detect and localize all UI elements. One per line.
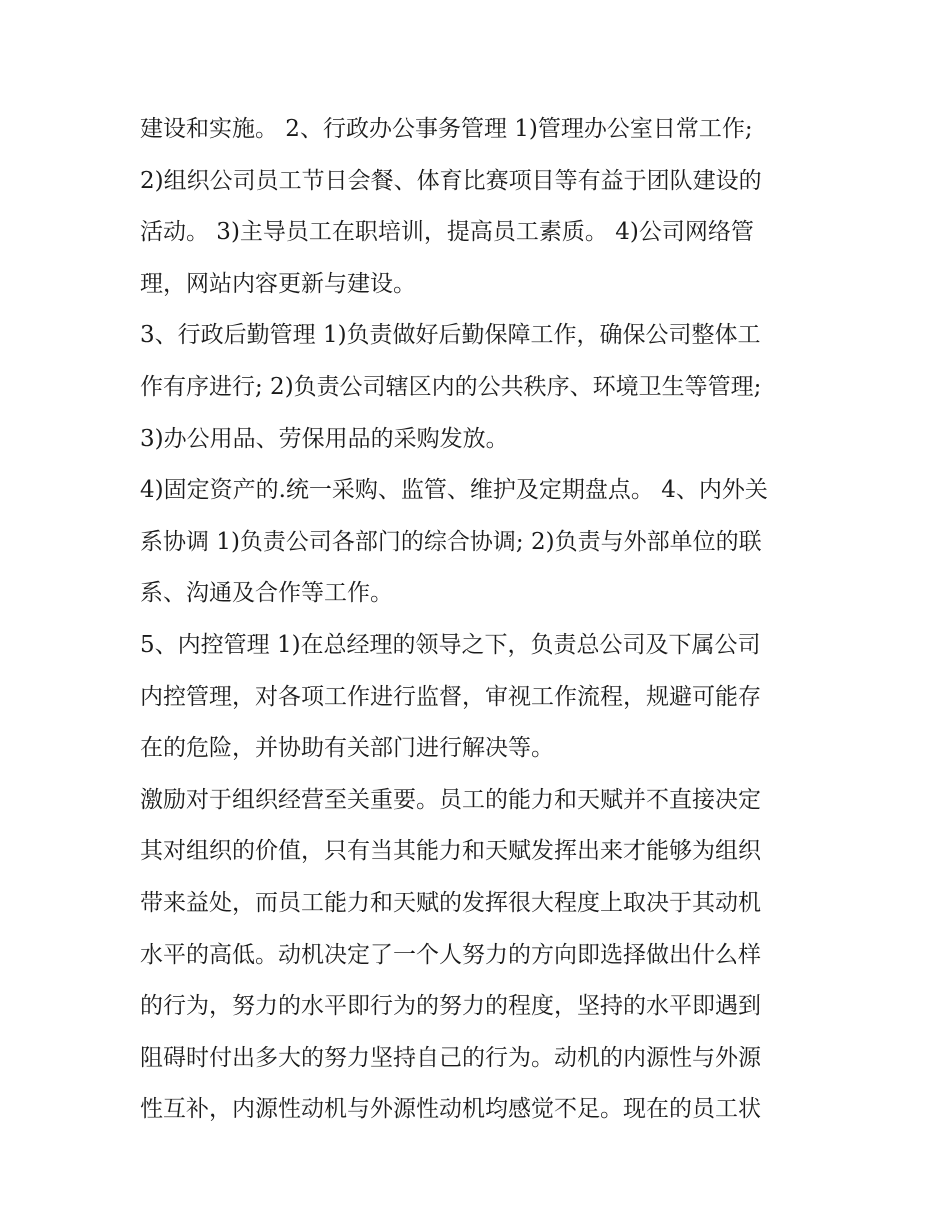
text-line: 3)办公用品、劳保用品的采购发放。 xyxy=(140,425,509,452)
text-line: 建设和实施。 2、行政办公事务管理 1)管理办公室日常工作; xyxy=(140,116,753,142)
text-line: 的行为，努力的水平即行为的努力的程度，坚持的水平即遇到 xyxy=(140,993,761,1020)
text-line: 在的危险，并协助有关部门进行解决等。 xyxy=(140,735,554,762)
text-line: 性互补，内源性动机与外源性动机均感觉不足。现在的员工状 xyxy=(140,1096,761,1123)
text-line: 内控管理，对各项工作进行监督，审视工作流程，规避可能存 xyxy=(140,683,761,710)
document-body xyxy=(140,104,810,1136)
text-line: 阻碍时付出多大的努力坚持自己的行为。动机的内源性与外源 xyxy=(140,1044,761,1071)
text-line: 系、沟通及合作等工作。 xyxy=(140,580,393,607)
text-line: 理，网站内容更新与建设。 xyxy=(140,270,416,297)
text-line: 系协调 1)负责公司各部门的综合协调; 2)负责与外部单位的联 xyxy=(140,528,762,555)
text-line: 激励对于组织经营至关重要。员工的能力和天赋并不直接决定 xyxy=(140,786,761,813)
text-line: 作有序进行; 2)负责公司辖区内的公共秩序、环境卫生等管理; xyxy=(140,373,762,400)
text-line: 5、内控管理 1)在总经理的领导之下，负责总公司及下属公司 xyxy=(140,631,761,658)
text-line: 2)组织公司员工节日会餐、体育比赛项目等有益于团队建设的 xyxy=(140,167,762,194)
text-line: 活动。 3)主导员工在职培训，提高员工素质。 4)公司网络管 xyxy=(140,219,754,246)
text-line: 带来益处，而员工能力和天赋的发挥很大程度上取决于其动机 xyxy=(140,889,761,916)
text-line: 4)固定资产的.统一采购、监管、维护及定期盘点。 4、内外关 xyxy=(140,477,768,504)
text-line: 其对组织的价值，只有当其能力和天赋发挥出来才能够为组织 xyxy=(140,838,761,865)
text-line: 3、行政后勤管理 1)负责做好后勤保障工作，确保公司整体工 xyxy=(140,322,761,349)
text-line: 水平的高低。动机决定了一个人努力的方向即选择做出什么样 xyxy=(140,941,761,968)
